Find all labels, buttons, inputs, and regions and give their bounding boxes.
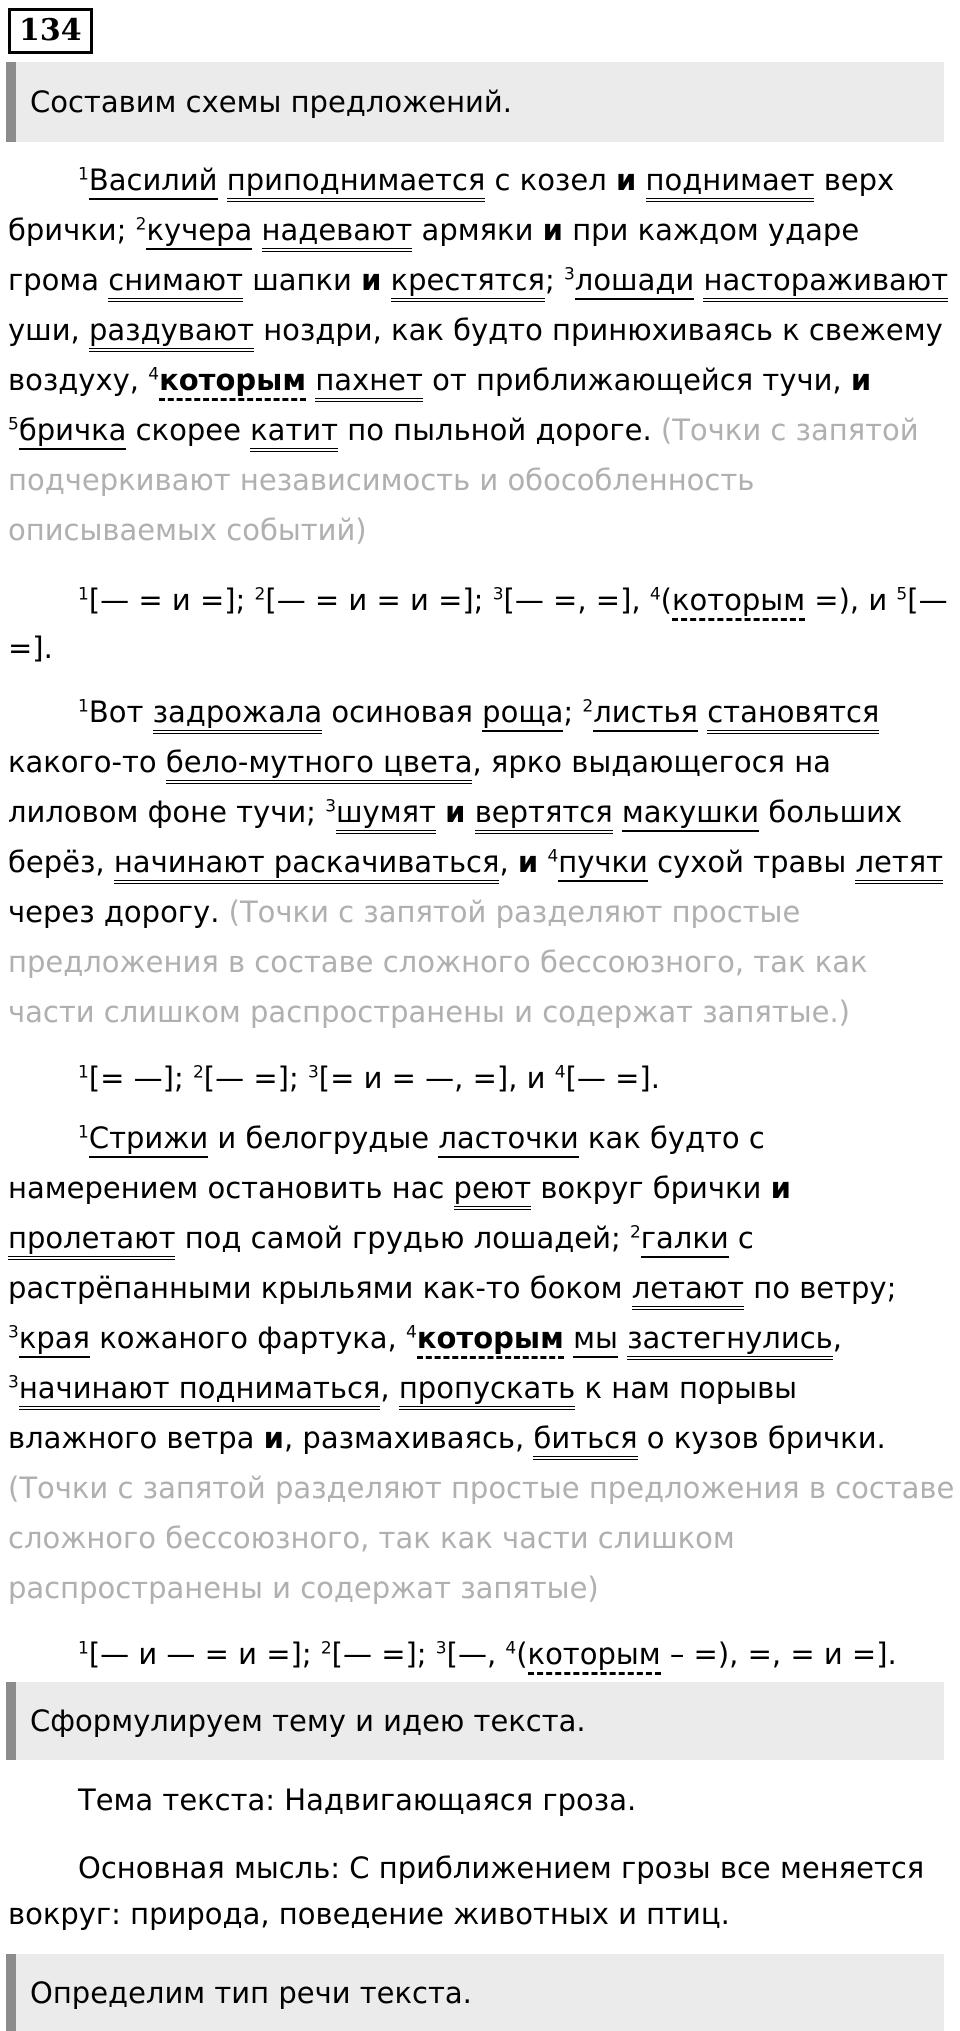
paragraph-1-note-line-1: подчеркивают независимость и обособленность (8, 463, 755, 497)
paragraph-3-line-3: пролетают под самой грудью лошадей; $^2$галки с (8, 1218, 754, 1258)
paragraph-1-line-3: грома снимают шапки и крестятся; $^3$лошади настораживают (8, 260, 948, 300)
paragraph-1-line-6: $^5$бричка скорее катит по пыльной дороге. (Точки с запятой (8, 410, 919, 450)
section-header-label: Определим тип речи текста. (30, 1975, 472, 2010)
paragraph-1-line-1: $^1$Василий приподнимается с козел и поднимает верх (78, 160, 894, 200)
paragraph-3-line-6: $^3$начинают подниматься, пропускать к нам порывы (8, 1368, 797, 1408)
section-header-label: Сформулируем тему и идею текста. (30, 1704, 586, 1738)
task-number: 134 (8, 8, 93, 54)
paragraph-2-note-line-2: части слишком распространены и содержат запятые.) (8, 995, 850, 1029)
paragraph-3-line-7: влажного ветра и, размахиваясь, биться о кузов брички. (8, 1418, 886, 1458)
paragraph-2-line-4: берёз, начинают раскачиваться, и $^4$пучки сухой травы летят (8, 842, 943, 882)
scheme-1-line-2: =]. (8, 631, 53, 665)
theme-text: Тема текста: Надвигающаяся гроза. (78, 1783, 637, 1817)
paragraph-1-line-4: уши, раздувают ноздри, как будто принюхиваясь к свежему (8, 310, 943, 350)
paragraph-2-line-5: через дорогу. (Точки с запятой разделяют простые (8, 895, 801, 929)
paragraph-1-line-2: брички; $^2$кучера надевают армяки и при каждом ударе (8, 210, 859, 250)
scheme-1-line-1: $^1$[— = и =]; $^2$[— = и = и =]; $^3$[— =, =], $^4$(которым =), и $^5$[— (78, 580, 948, 620)
paragraph-3-note-line-3: распространены и содержат запятые) (8, 1571, 599, 1605)
paragraph-2-line-1: $^1$Вот задрожала осиновая роща; $^2$листья становятся (78, 692, 879, 732)
paragraph-3-note-line-2: сложного бессоюзного, так как части слишком (8, 1521, 735, 1555)
main-idea-line-2: вокруг: природа, поведение животных и птиц. (8, 1897, 730, 1931)
scheme-3: $^1$[— и — = и =]; $^2$[— =]; $^3$[—, $^4$(которым – =), =, = и =]. (78, 1634, 897, 1674)
section-header-label: Составим схемы предложений. (30, 85, 512, 119)
paragraph-3-line-4: растрёпанными крыльями как-то боком летают по ветру; (8, 1268, 896, 1308)
paragraph-3-line-1: $^1$Стрижи и белогрудые ласточки как будто с (78, 1118, 765, 1158)
section-header-schemes (6, 62, 944, 142)
paragraph-2-line-2: какого-то бело-мутного цвета, ярко выдающегося на (8, 742, 831, 782)
scheme-2: $^1$[= —]; $^2$[— =]; $^3$[= и = —, =], и $^4$[— =]. (78, 1061, 660, 1095)
paragraph-3-note-line-1: (Точки с запятой разделяют простые предложения в составе (8, 1471, 955, 1505)
paragraph-3-line-2: намерением остановить нас реют вокруг брички и (8, 1168, 791, 1208)
paragraph-2-note-line-1: предложения в составе сложного бессоюзного, так как (8, 945, 868, 979)
paragraph-2-line-3: лиловом фоне тучи; $^3$шумят и вертятся макушки больших (8, 792, 902, 832)
section-header-theme (6, 1682, 944, 1760)
main-idea-line-1: Основная мысль: С приближением грозы все меняется (78, 1851, 925, 1885)
paragraph-1-note-line-2: описываемых событий) (8, 513, 367, 547)
section-header-speech-type (6, 1954, 944, 2031)
paragraph-1-line-5: воздуху, $^4$которым пахнет от приближающейся тучи, и (8, 360, 871, 400)
paragraph-3-line-5: $^3$края кожаного фартука, $^4$которым мы застегнулись, (8, 1318, 842, 1358)
